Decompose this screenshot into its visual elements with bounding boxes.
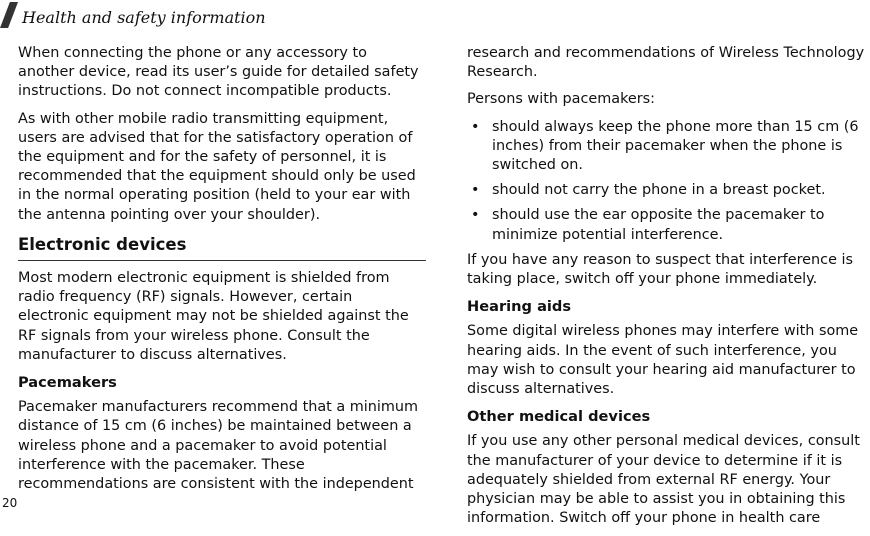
heading-electronic-devices: Electronic devices [18,235,426,261]
list-item: • should always keep the phone more than 15 cm (6 inches) from their pacemaker when the phone is switched on. [467,118,870,176]
paragraph-other-medical-devices: If you use any other personal medical devices, consult the manufacturer of your device to determine if it is adequately shielded from external RF energy. Your physician may be able to assist you in obtaining this information. Switch off your phone in health care [467,433,860,527]
paragraph-electronic-devices: Most modern electronic equipment is shielded from radio frequency (RF) signals. However, certain electronic equipment may not be shielded against the RF signals from your wireless phone. Consult the manufacturer to discuss alternatives. [18,270,409,363]
paragraph-persons-with-pacemakers: Persons with pacemakers: [467,91,656,108]
paragraph-research: research and recommendations of Wireless Technology Research. [467,45,865,81]
heading-pacemakers: Pacemakers [18,374,117,392]
header-title: Health and safety information [22,8,266,27]
left-column [18,44,426,502]
paragraph-accessory: When connecting the phone or any accessory to another device, read its user’s guide for detailed safety instructions. Do not connect incompatible products. [18,45,419,100]
page-number: 20 [2,496,18,510]
paragraph-hearing-aids: Some digital wireless phones may interfere with some hearing aids. In the event of such interference, you may wish to consult your hearing aid manufacturer to discuss alternatives. [467,323,859,398]
list-item: • should use the ear opposite the pacemaker to minimize potential interference. [467,206,870,244]
paragraph-interference: If you have any reason to suspect that interference is taking place, switch off your phone immediately. [467,251,853,288]
heading-other-medical-devices: Other medical devices [467,408,651,426]
page-header [0,0,300,32]
heading-hearing-aids: Hearing aids [467,298,572,316]
paragraph-operating-position: As with other mobile radio transmitting equipment, users are advised that for the satisfactory operation of the equipment and for the safety of personnel, it is recommended that the equipment should only be used in the normal operating position (held to your ear with the antenna pointing over your shoulder). [18,110,416,223]
paragraph-pacemakers: Pacemaker manufacturers recommend that a minimum distance of 15 cm (6 inches) be maintained between a wireless phone and a pacemaker to avoid potential interference with the pacemaker. These recommendations are consistent with the independent [18,399,419,493]
list-item: • should not carry the phone in a breast pocket. [467,181,870,200]
pacemaker-bullet-list [467,118,870,245]
right-column [467,44,870,536]
header-accent-bar [0,2,18,28]
